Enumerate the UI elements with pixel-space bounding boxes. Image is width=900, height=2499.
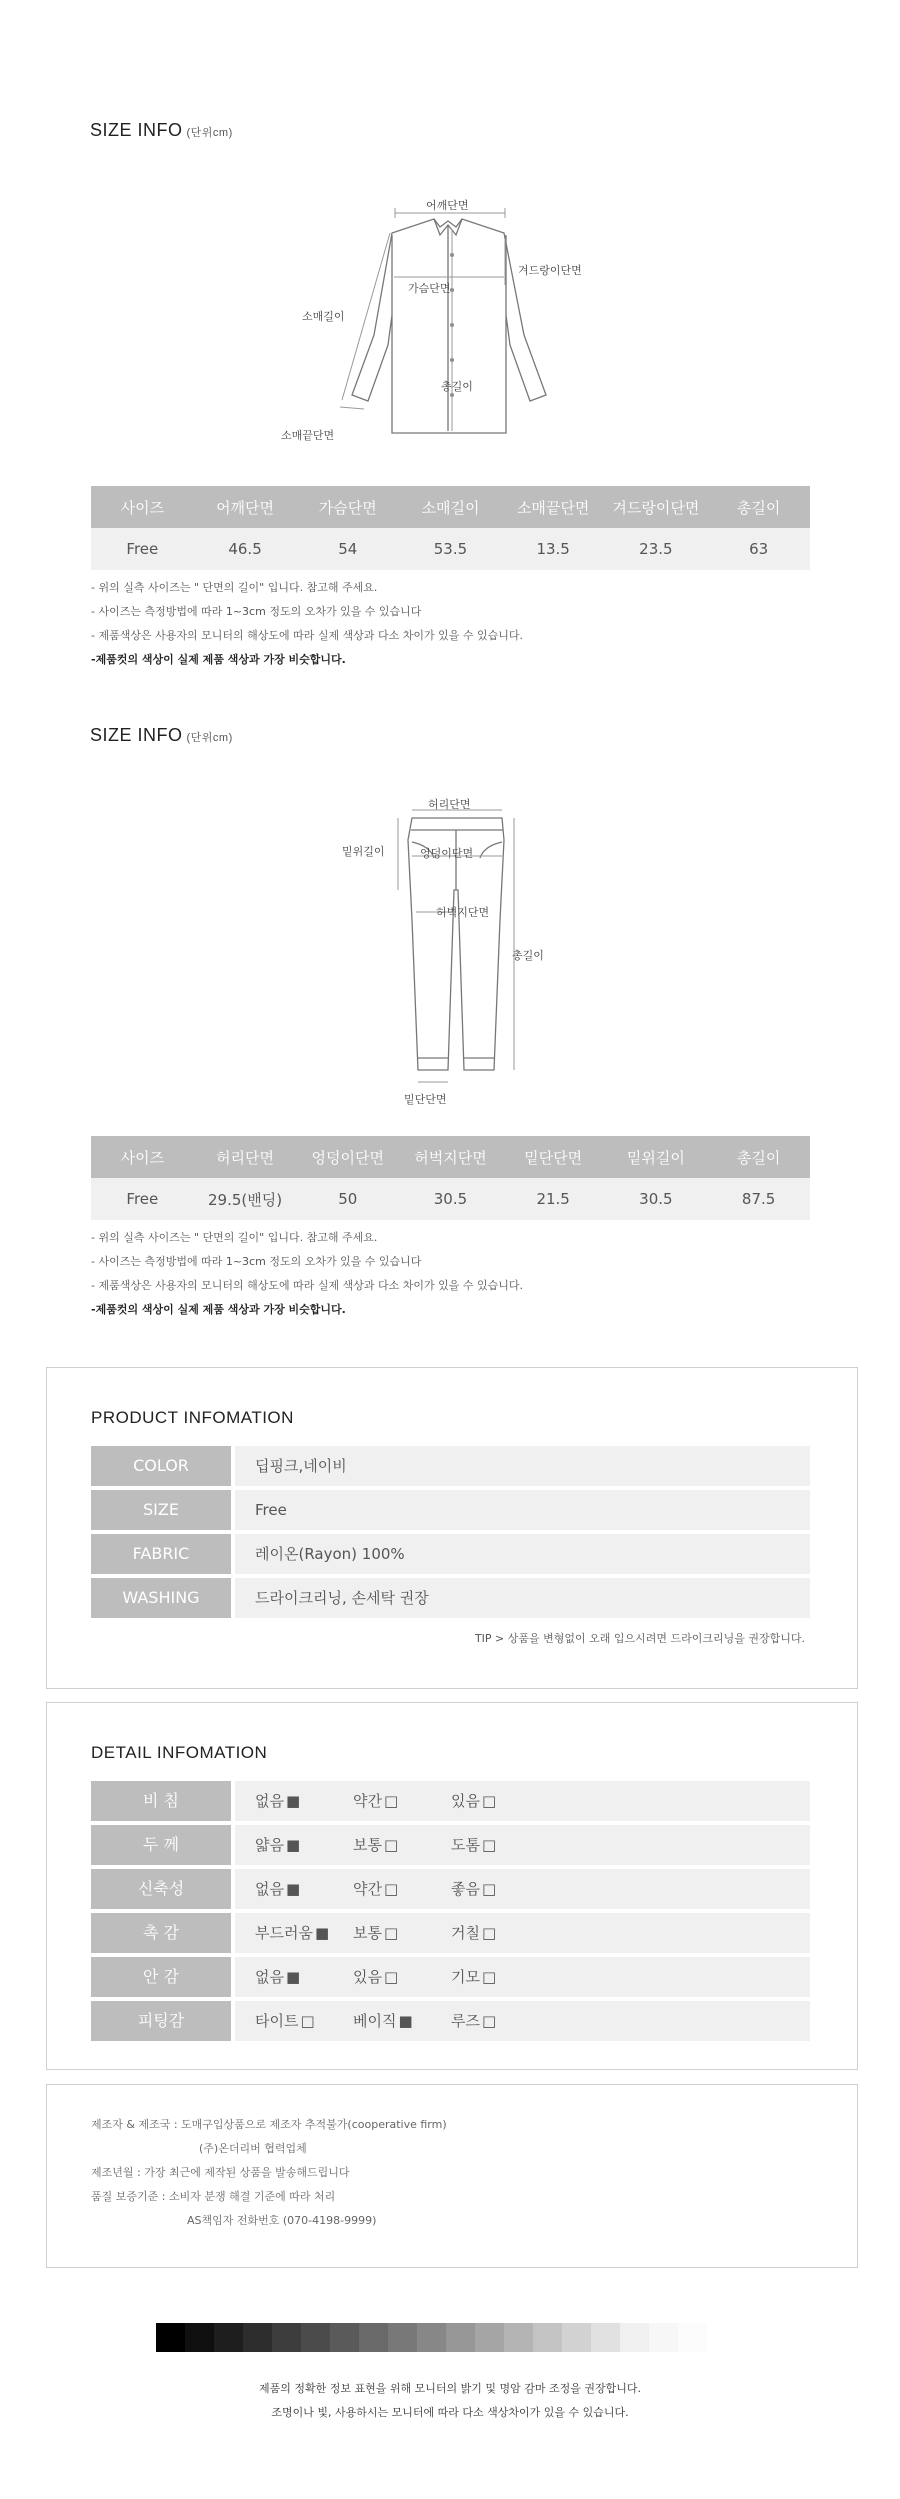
product-info-row-color [91, 1446, 810, 1486]
table-cell: 63 [707, 528, 810, 570]
note-line-bold: -제품컷의 색상이 실제 제품 색상과 가장 비슷합니다. [91, 1303, 346, 1316]
detail-option [255, 1869, 300, 1909]
product-info-title: PRODUCT INFOMATION [91, 1408, 294, 1427]
top-size-table [91, 486, 810, 570]
detail-option-label: 거칠 [451, 1924, 480, 1942]
table-header: 밑위길이 [605, 1136, 708, 1178]
bottom-size-title-text: SIZE INFO [90, 725, 183, 745]
detail-options [235, 2001, 810, 2041]
detail-option-label: 없음 [255, 1792, 284, 1810]
gray-step [185, 2323, 214, 2352]
detail-option [451, 1869, 496, 1909]
unchecked-box-icon: □ [383, 1968, 399, 1986]
detail-row [91, 1781, 810, 1821]
gray-step [678, 2323, 707, 2352]
maker-info-box [46, 2084, 858, 2268]
gray-scale-bar [156, 2323, 736, 2352]
unchecked-box-icon: □ [383, 1792, 399, 1810]
footer-line-1: 제품의 정확한 정보 표현을 위해 모니터의 밝기 및 명암 감마 조정을 권장합니다. [259, 2382, 641, 2395]
detail-info-title: DETAIL INFOMATION [91, 1743, 268, 1762]
table-cell: 13.5 [502, 528, 605, 570]
total-length-label: 총길이 [441, 380, 473, 393]
table-row [91, 528, 810, 570]
unchecked-box-icon: □ [383, 1880, 399, 1898]
cuff-label: 소매끝단면 [281, 429, 335, 442]
detail-option-label: 있음 [353, 1968, 382, 1986]
checked-box-icon: ■ [285, 1836, 301, 1854]
product-info-row-size [91, 1490, 810, 1530]
detail-option [451, 2001, 496, 2041]
detail-key: 피팅감 [91, 2001, 231, 2041]
table-cell: 23.5 [605, 528, 708, 570]
rise-label: 밑위길이 [342, 845, 385, 858]
checked-box-icon: ■ [285, 1792, 301, 1810]
gray-step [620, 2323, 649, 2352]
product-info-row-washing [91, 1578, 810, 1618]
detail-option [451, 1913, 496, 1953]
maker-info [91, 2113, 447, 2233]
detail-row [91, 1825, 810, 1865]
table-row [91, 1178, 810, 1220]
table-cell: 46.5 [194, 528, 297, 570]
table-header: 소매길이 [399, 486, 502, 528]
detail-option-label: 없음 [255, 1968, 284, 1986]
info-value: Free [235, 1490, 810, 1530]
table-header: 허리단면 [194, 1136, 297, 1178]
checked-box-icon: ■ [398, 2012, 413, 2030]
detail-info-box [46, 1702, 858, 2070]
unchecked-box-icon: □ [481, 1836, 497, 1854]
note-line: - 제품색상은 사용자의 모니터의 해상도에 따라 실제 색상과 다소 차이가 있을 수 있습니다. [91, 1279, 523, 1292]
detail-key: 신축성 [91, 1869, 231, 1909]
checked-box-icon: ■ [314, 1924, 330, 1942]
bottom-size-title [90, 725, 233, 746]
detail-option-label: 도톰 [451, 1836, 480, 1854]
detail-key: 안 감 [91, 1957, 231, 1997]
table-header: 밑단단면 [502, 1136, 605, 1178]
detail-option [451, 1957, 496, 1997]
gray-step [330, 2323, 359, 2352]
product-info-box [46, 1367, 858, 1689]
unchecked-box-icon: □ [383, 1836, 399, 1854]
info-value: 레이온(Rayon) 100% [235, 1534, 810, 1574]
maker-line: AS책임자 전화번호 (070-4198-9999) [187, 2214, 377, 2227]
info-key: WASHING [91, 1578, 231, 1618]
product-info-row-fabric [91, 1534, 810, 1574]
detail-row [91, 1869, 810, 1909]
detail-option [353, 1781, 398, 1821]
shoulder-label: 어깨단면 [426, 199, 469, 212]
gray-step [301, 2323, 330, 2352]
top-notes [91, 576, 523, 672]
gray-step [417, 2323, 446, 2352]
gray-step [359, 2323, 388, 2352]
checked-box-icon: ■ [285, 1968, 301, 1986]
unchecked-box-icon: □ [481, 1792, 497, 1810]
armhole-label: 겨드랑이단면 [518, 264, 582, 277]
table-cell: 87.5 [707, 1178, 810, 1220]
detail-option [353, 2001, 413, 2041]
detail-options [235, 1825, 810, 1865]
table-header: 어깨단면 [194, 486, 297, 528]
hip-label: 엉덩이단면 [420, 847, 474, 860]
gray-step [707, 2323, 736, 2352]
bottom-size-unit: (단위cm) [186, 732, 233, 744]
bottom-notes [91, 1226, 523, 1322]
detail-option-label: 좋음 [451, 1880, 480, 1898]
detail-option-label: 보통 [353, 1836, 382, 1854]
gray-step [243, 2323, 272, 2352]
table-header: 허벅지단면 [399, 1136, 502, 1178]
table-cell: 30.5 [605, 1178, 708, 1220]
info-key: COLOR [91, 1446, 231, 1486]
unchecked-box-icon: □ [481, 1880, 497, 1898]
detail-option-label: 얇음 [255, 1836, 284, 1854]
info-key: SIZE [91, 1490, 231, 1530]
table-header: 소매끝단면 [502, 486, 605, 528]
detail-option-label: 있음 [451, 1792, 480, 1810]
gray-step [475, 2323, 504, 2352]
info-value: 딥핑크,네이비 [235, 1446, 810, 1486]
detail-option [255, 1913, 329, 1953]
chest-label: 가슴단면 [408, 282, 451, 295]
maker-line: (주)온더리버 협력업체 [199, 2142, 307, 2155]
detail-option [353, 1869, 398, 1909]
table-header: 총길이 [707, 1136, 810, 1178]
table-cell: Free [91, 1178, 194, 1220]
gray-step [649, 2323, 678, 2352]
detail-key: 두 께 [91, 1825, 231, 1865]
detail-option [353, 1913, 398, 1953]
detail-options [235, 1781, 810, 1821]
detail-option [255, 1825, 300, 1865]
detail-option [451, 1781, 496, 1821]
gray-step [504, 2323, 533, 2352]
detail-option-label: 루즈 [451, 2012, 480, 2030]
table-cell: 21.5 [502, 1178, 605, 1220]
top-size-title-text: SIZE INFO [90, 120, 183, 140]
detail-option [255, 1957, 300, 1997]
gray-step [562, 2323, 591, 2352]
detail-option [255, 2001, 315, 2041]
sleeve-length-label: 소매길이 [302, 310, 345, 323]
unchecked-box-icon: □ [300, 2012, 315, 2030]
top-size-title [90, 120, 233, 141]
note-line-bold: -제품컷의 색상이 실제 제품 색상과 가장 비슷합니다. [91, 653, 346, 666]
washing-tip: TIP > 상품을 변형없이 오래 입으시려면 드라이크리닝을 권장합니다. [474, 1632, 805, 1645]
detail-option-label: 타이트 [255, 2012, 299, 2030]
note-line: - 사이즈는 측정방법에 따라 1~3cm 정도의 오차가 있을 수 있습니다 [91, 1255, 422, 1268]
table-cell: 29.5(밴딩) [194, 1178, 297, 1220]
detail-options [235, 1869, 810, 1909]
detail-option-label: 부드러움 [255, 1924, 313, 1942]
detail-row [91, 1957, 810, 1997]
thigh-label: 허벅지단면 [436, 906, 490, 919]
detail-option-label: 없음 [255, 1880, 284, 1898]
table-header: 사이즈 [91, 486, 194, 528]
table-header: 가슴단면 [296, 486, 399, 528]
detail-option [353, 1825, 398, 1865]
table-cell: 30.5 [399, 1178, 502, 1220]
note-line: - 위의 실측 사이즈는 " 단면의 길이" 입니다. 참고해 주세요. [91, 1231, 378, 1244]
table-cell: Free [91, 528, 194, 570]
detail-key: 촉 감 [91, 1913, 231, 1953]
detail-option [353, 1957, 398, 1997]
waist-label: 허리단면 [428, 798, 471, 811]
unchecked-box-icon: □ [481, 2012, 497, 2030]
detail-option-label: 보통 [353, 1924, 382, 1942]
table-cell: 50 [296, 1178, 399, 1220]
gray-step [446, 2323, 475, 2352]
detail-option [255, 1781, 300, 1821]
detail-option-label: 약간 [353, 1792, 382, 1810]
gray-step [156, 2323, 185, 2352]
table-header: 겨드랑이단면 [605, 486, 708, 528]
gray-step [533, 2323, 562, 2352]
detail-options [235, 1957, 810, 1997]
detail-option-label: 기모 [451, 1968, 480, 1986]
table-header-row [91, 486, 810, 528]
maker-line: 품질 보증기준 : 소비자 분쟁 해결 기준에 따라 처리 [91, 2190, 336, 2203]
maker-line: 제조년월 : 가장 최근에 제작된 상품을 발송해드립니다 [91, 2166, 350, 2179]
table-cell: 54 [296, 528, 399, 570]
pants-length-label: 총길이 [512, 949, 544, 962]
gray-step [214, 2323, 243, 2352]
table-cell: 53.5 [399, 528, 502, 570]
note-line: - 위의 실측 사이즈는 " 단면의 길이" 입니다. 참고해 주세요. [91, 581, 378, 594]
detail-options [235, 1913, 810, 1953]
hem-label: 밑단단면 [404, 1093, 447, 1106]
detail-option-label: 약간 [353, 1880, 382, 1898]
shirt-illustration [300, 195, 620, 445]
info-value: 드라이크리닝, 손세탁 권장 [235, 1578, 810, 1618]
detail-key: 비 침 [91, 1781, 231, 1821]
info-key: FABRIC [91, 1534, 231, 1574]
note-line: - 사이즈는 측정방법에 따라 1~3cm 정도의 오차가 있을 수 있습니다 [91, 605, 422, 618]
gray-step [591, 2323, 620, 2352]
unchecked-box-icon: □ [383, 1924, 399, 1942]
unchecked-box-icon: □ [481, 1924, 497, 1942]
table-header: 엉덩이단면 [296, 1136, 399, 1178]
detail-row [91, 1913, 810, 1953]
detail-option-label: 베이직 [353, 2012, 397, 2030]
checked-box-icon: ■ [285, 1880, 301, 1898]
table-header: 총길이 [707, 486, 810, 528]
detail-row [91, 2001, 810, 2041]
gray-step [388, 2323, 417, 2352]
bottom-size-table [91, 1136, 810, 1220]
detail-option [451, 1825, 496, 1865]
top-size-unit: (단위cm) [186, 127, 233, 139]
gray-step [272, 2323, 301, 2352]
table-header: 사이즈 [91, 1136, 194, 1178]
footer-line-2: 조명이나 빛, 사용하시는 모니터에 따라 다소 색상차이가 있을 수 있습니다. [271, 2406, 629, 2419]
unchecked-box-icon: □ [481, 1968, 497, 1986]
table-header-row [91, 1136, 810, 1178]
maker-line: 제조자 & 제조국 : 도매구입상품으로 제조자 추적불가(cooperative firm) [91, 2118, 447, 2131]
note-line: - 제품색상은 사용자의 모니터의 해상도에 따라 실제 색상과 다소 차이가 있을 수 있습니다. [91, 629, 523, 642]
